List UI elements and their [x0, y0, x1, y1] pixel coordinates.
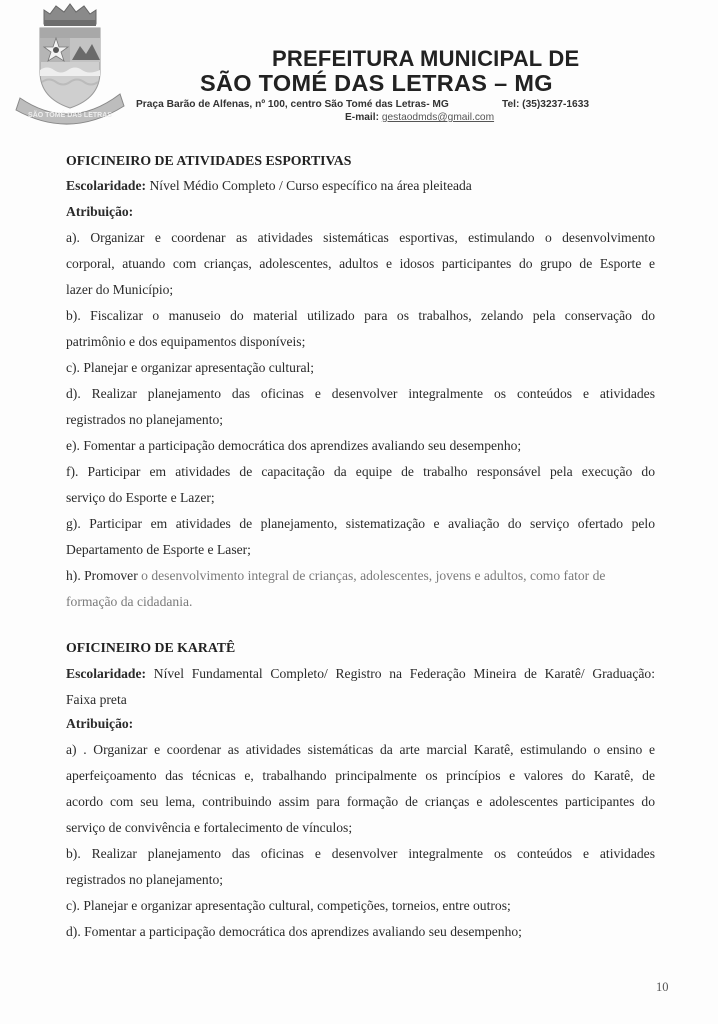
- header-title-line2: SÃO TOMÉ DAS LETRAS – MG: [200, 70, 553, 96]
- escolaridade-label: Escolaridade:: [66, 666, 147, 681]
- list-item-line: corporal, atuando com crianças, adolescentes, adultos e idosos participantes do grupo de Esporte e: [66, 256, 655, 271]
- list-item-prefix: h). Promover: [66, 568, 138, 583]
- header-address: Praça Barão de Alfenas, nº 100, centro São Tomé das Letras- MG: [136, 99, 449, 110]
- page-number: 10: [656, 980, 669, 994]
- header-title-line1: PREFEITURA MUNICIPAL DE: [272, 46, 580, 71]
- escolaridade-row: [66, 178, 472, 194]
- list-item-line: registrados no planejamento;: [66, 872, 224, 887]
- municipal-crest-logo: [14, 2, 126, 126]
- section-title: OFICINEIRO DE KARATÊ: [66, 640, 236, 655]
- list-item-line: [66, 568, 605, 584]
- list-item-line: e). Fomentar a participação democrática dos aprendizes avaliando seu desempenho;: [66, 438, 522, 453]
- list-item-line: d). Fomentar a participação democrática dos aprendizes avaliando seu desempenho;: [66, 924, 522, 939]
- escolaridade-row: [66, 666, 655, 682]
- list-item-line: a). Organizar e coordenar as atividades sistemáticas esportivas, estimulando o desenvolvimento: [66, 230, 655, 245]
- atribuicao-label: Atribuição:: [66, 204, 134, 219]
- list-item-line: serviço de convivência e fortalecimento de vínculos;: [66, 820, 353, 835]
- header-email-row: [345, 112, 494, 123]
- list-item-faded-text: o desenvolvimento integral de crianças, adolescentes, jovens e adultos, como fator de: [141, 568, 606, 583]
- escolaridade-value-cont: Faixa preta: [66, 692, 127, 707]
- crest-banner-text: SÃO TOMÉ DAS LETRAS: [28, 112, 112, 119]
- list-item-line: c). Planejar e organizar apresentação cultural;: [66, 360, 315, 375]
- list-item-line: b). Fiscalizar o manuseio do material utilizado para os trabalhos, zelando pela conservação do: [66, 308, 655, 323]
- list-item-line: Departamento de Esporte e Laser;: [66, 542, 251, 557]
- list-item-line: lazer do Município;: [66, 282, 174, 297]
- list-item-line: patrimônio e dos equipamentos disponíveis;: [66, 334, 306, 349]
- escolaridade-value: Nível Fundamental Completo/ Registro na Federação Mineira de Karatê/ Graduação:: [153, 666, 655, 681]
- email-label: E-mail:: [345, 112, 379, 123]
- list-item-line: registrados no planejamento;: [66, 412, 224, 427]
- list-item-line: f). Participar em atividades de capacitação da equipe de trabalho responsável pela execução do: [66, 464, 655, 479]
- atribuicao-label: Atribuição:: [66, 716, 134, 731]
- list-item-line: g). Participar em atividades de planejamento, sistematização e avaliação do serviço ofertado pelo: [66, 516, 655, 531]
- section-title: OFICINEIRO DE ATIVIDADES ESPORTIVAS: [66, 153, 352, 168]
- list-item-line: serviço do Esporte e Lazer;: [66, 490, 215, 505]
- list-item-line: b). Realizar planejamento das oficinas e desenvolver integralmente os conteúdos e atividades: [66, 846, 655, 861]
- escolaridade-value: Nível Médio Completo / Curso específico na área pleiteada: [149, 178, 472, 193]
- list-item-line: a) . Organizar e coordenar as atividades sistemáticas da arte marcial Karatê, estimulando o ensino e: [66, 742, 655, 757]
- escolaridade-label: Escolaridade:: [66, 178, 147, 193]
- list-item-line: formação da cidadania.: [66, 594, 193, 609]
- list-item-line: c). Planejar e organizar apresentação cultural, competições, torneios, entre outros;: [66, 898, 511, 913]
- list-item-line: aperfeiçoamento das técnicas e, trabalhando principalmente os princípios e valores do Karatê, de: [66, 768, 655, 783]
- email-link[interactable]: gestaodmds@gmail.com: [381, 112, 495, 123]
- list-item-line: d). Realizar planejamento das oficinas e desenvolver integralmente os conteúdos e atividades: [66, 386, 655, 401]
- header-phone: Tel: (35)3237-1633: [502, 99, 590, 110]
- list-item-line: acordo com seu lema, contribuindo assim para formação de crianças e adolescentes participantes do: [66, 794, 655, 809]
